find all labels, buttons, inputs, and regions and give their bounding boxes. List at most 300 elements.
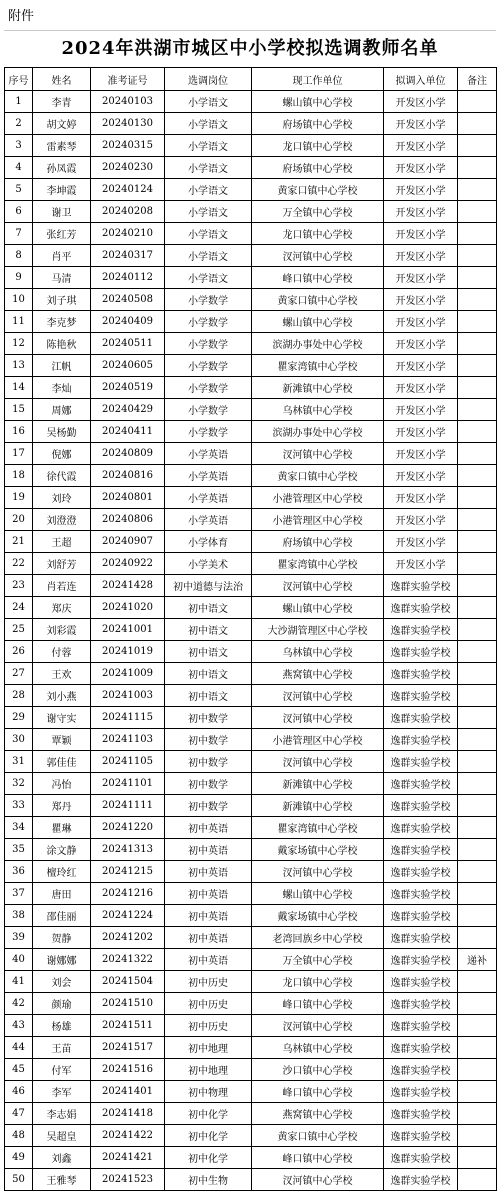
cell-target-unit: 逸群实验学校 [384, 839, 458, 861]
cell-exam-id: 20241322 [91, 949, 165, 971]
header-position: 选调岗位 [165, 68, 252, 91]
table-row [5, 531, 497, 553]
cell-index: 19 [5, 487, 33, 509]
cell-target-unit: 逸群实验学校 [384, 927, 458, 949]
cell-index: 15 [5, 399, 33, 421]
cell-position: 初中英语 [165, 927, 252, 949]
cell-position: 小学英语 [165, 465, 252, 487]
cell-name: 肖若连 [33, 575, 91, 597]
cell-index: 6 [5, 201, 33, 223]
table-row [5, 971, 497, 993]
cell-remark [458, 619, 497, 641]
cell-index: 17 [5, 443, 33, 465]
cell-exam-id: 20241115 [91, 707, 165, 729]
cell-position: 小学数学 [165, 377, 252, 399]
cell-name: 王雅琴 [33, 1169, 91, 1191]
cell-index: 44 [5, 1037, 33, 1059]
table-row [5, 685, 497, 707]
cell-exam-id: 20241401 [91, 1081, 165, 1103]
table-row [5, 1103, 497, 1125]
cell-remark [458, 113, 497, 135]
cell-position: 小学数学 [165, 355, 252, 377]
cell-exam-id: 20240605 [91, 355, 165, 377]
cell-position: 小学英语 [165, 487, 252, 509]
cell-index: 18 [5, 465, 33, 487]
cell-target-unit: 逸群实验学校 [384, 861, 458, 883]
cell-index: 16 [5, 421, 33, 443]
cell-remark [458, 311, 497, 333]
table-row [5, 773, 497, 795]
cell-exam-id: 20241517 [91, 1037, 165, 1059]
table-row [5, 1169, 497, 1191]
cell-target-unit: 逸群实验学校 [384, 795, 458, 817]
cell-current-unit: 汊河镇中心学校 [252, 1169, 384, 1191]
cell-remark [458, 993, 497, 1015]
cell-exam-id: 20240429 [91, 399, 165, 421]
cell-remark [458, 1169, 497, 1191]
cell-name: 颜瑜 [33, 993, 91, 1015]
cell-target-unit: 开发区小学 [384, 421, 458, 443]
cell-current-unit: 乌林镇中心学校 [252, 399, 384, 421]
cell-current-unit: 黄家口镇中心学校 [252, 289, 384, 311]
table-row [5, 993, 497, 1015]
cell-index: 37 [5, 883, 33, 905]
cell-index: 34 [5, 817, 33, 839]
cell-remark [458, 1125, 497, 1147]
cell-position: 小学语文 [165, 267, 252, 289]
cell-remark [458, 707, 497, 729]
cell-position: 小学语文 [165, 157, 252, 179]
table-row [5, 179, 497, 201]
cell-remark [458, 1037, 497, 1059]
cell-index: 25 [5, 619, 33, 641]
cell-position: 小学语文 [165, 223, 252, 245]
cell-target-unit: 逸群实验学校 [384, 663, 458, 685]
cell-name: 李坤霞 [33, 179, 91, 201]
cell-remark [458, 91, 497, 113]
cell-target-unit: 开发区小学 [384, 91, 458, 113]
cell-position: 小学体育 [165, 531, 252, 553]
cell-target-unit: 开发区小学 [384, 333, 458, 355]
header-index: 序号 [5, 68, 33, 91]
cell-current-unit: 黄家口镇中心学校 [252, 1125, 384, 1147]
cell-name: 冯怡 [33, 773, 91, 795]
table-row [5, 289, 497, 311]
cell-target-unit: 开发区小学 [384, 289, 458, 311]
cell-position: 初中数学 [165, 707, 252, 729]
table-row [5, 267, 497, 289]
cell-exam-id: 20240315 [91, 135, 165, 157]
cell-current-unit: 汊河镇中心学校 [252, 685, 384, 707]
cell-name: 贺静 [33, 927, 91, 949]
cell-exam-id: 20241215 [91, 861, 165, 883]
table-row [5, 311, 497, 333]
cell-exam-id: 20241003 [91, 685, 165, 707]
cell-target-unit: 逸群实验学校 [384, 751, 458, 773]
cell-exam-id: 20241111 [91, 795, 165, 817]
cell-remark [458, 201, 497, 223]
cell-index: 9 [5, 267, 33, 289]
cell-target-unit: 开发区小学 [384, 157, 458, 179]
cell-position: 初中地理 [165, 1059, 252, 1081]
cell-exam-id: 20241428 [91, 575, 165, 597]
cell-target-unit: 逸群实验学校 [384, 993, 458, 1015]
table-row [5, 1147, 497, 1169]
cell-remark [458, 729, 497, 751]
table-row [5, 729, 497, 751]
cell-current-unit: 汊河镇中心学校 [252, 707, 384, 729]
cell-current-unit: 小港管理区中心学校 [252, 729, 384, 751]
header-remark: 备注 [458, 68, 497, 91]
cell-current-unit: 滨湖办事处中心学校 [252, 333, 384, 355]
cell-current-unit: 峰口镇中心学校 [252, 267, 384, 289]
cell-position: 初中地理 [165, 1037, 252, 1059]
cell-remark [458, 421, 497, 443]
cell-exam-id: 20241103 [91, 729, 165, 751]
cell-current-unit: 峰口镇中心学校 [252, 1081, 384, 1103]
cell-exam-id: 20241418 [91, 1103, 165, 1125]
cell-index: 50 [5, 1169, 33, 1191]
cell-target-unit: 逸群实验学校 [384, 641, 458, 663]
cell-position: 初中历史 [165, 1015, 252, 1037]
cell-index: 3 [5, 135, 33, 157]
cell-current-unit: 新滩镇中心学校 [252, 773, 384, 795]
cell-remark [458, 795, 497, 817]
cell-exam-id: 20240317 [91, 245, 165, 267]
cell-position: 小学英语 [165, 509, 252, 531]
cell-exam-id: 20241019 [91, 641, 165, 663]
cell-exam-id: 20240411 [91, 421, 165, 443]
cell-remark [458, 905, 497, 927]
cell-target-unit: 逸群实验学校 [384, 1015, 458, 1037]
cell-current-unit: 滨湖办事处中心学校 [252, 421, 384, 443]
cell-current-unit: 螺山镇中心学校 [252, 597, 384, 619]
cell-current-unit: 老湾回族乡中心学校 [252, 927, 384, 949]
teacher-list-table [4, 67, 497, 1191]
table-row [5, 1015, 497, 1037]
cell-exam-id: 20241202 [91, 927, 165, 949]
cell-target-unit: 逸群实验学校 [384, 685, 458, 707]
cell-target-unit: 开发区小学 [384, 201, 458, 223]
cell-remark [458, 399, 497, 421]
cell-remark [458, 509, 497, 531]
cell-remark [458, 1103, 497, 1125]
cell-exam-id: 20240103 [91, 91, 165, 113]
cell-index: 1 [5, 91, 33, 113]
cell-position: 初中英语 [165, 905, 252, 927]
cell-current-unit: 汊河镇中心学校 [252, 245, 384, 267]
table-row [5, 641, 497, 663]
attachment-label: 附件 [4, 4, 496, 31]
cell-remark [458, 1059, 497, 1081]
cell-name: 涂文静 [33, 839, 91, 861]
cell-index: 36 [5, 861, 33, 883]
header-exam-id: 准考证号 [91, 68, 165, 91]
cell-remark [458, 971, 497, 993]
cell-target-unit: 逸群实验学校 [384, 575, 458, 597]
cell-position: 小学语文 [165, 113, 252, 135]
table-row [5, 883, 497, 905]
cell-position: 初中生物 [165, 1169, 252, 1191]
cell-name: 徐代霞 [33, 465, 91, 487]
cell-name: 刘鑫 [33, 1147, 91, 1169]
cell-current-unit: 府场镇中心学校 [252, 157, 384, 179]
header-current-unit: 现工作单位 [252, 68, 384, 91]
cell-remark [458, 245, 497, 267]
cell-target-unit: 开发区小学 [384, 245, 458, 267]
cell-current-unit: 峰口镇中心学校 [252, 1147, 384, 1169]
cell-name: 谢守实 [33, 707, 91, 729]
cell-index: 33 [5, 795, 33, 817]
cell-position: 小学数学 [165, 311, 252, 333]
cell-current-unit: 万全镇中心学校 [252, 201, 384, 223]
table-row [5, 663, 497, 685]
cell-remark [458, 355, 497, 377]
table-row [5, 839, 497, 861]
cell-name: 刘舒芳 [33, 553, 91, 575]
cell-current-unit: 汊河镇中心学校 [252, 1015, 384, 1037]
cell-name: 覃颖 [33, 729, 91, 751]
cell-name: 肖平 [33, 245, 91, 267]
cell-name: 张红芳 [33, 223, 91, 245]
cell-target-unit: 逸群实验学校 [384, 817, 458, 839]
cell-name: 檀玲红 [33, 861, 91, 883]
cell-remark [458, 751, 497, 773]
cell-position: 初中英语 [165, 883, 252, 905]
cell-index: 20 [5, 509, 33, 531]
cell-name: 陈艳秋 [33, 333, 91, 355]
cell-current-unit: 新滩镇中心学校 [252, 377, 384, 399]
cell-index: 10 [5, 289, 33, 311]
cell-index: 39 [5, 927, 33, 949]
cell-index: 41 [5, 971, 33, 993]
cell-exam-id: 20240809 [91, 443, 165, 465]
cell-remark [458, 179, 497, 201]
cell-index: 21 [5, 531, 33, 553]
cell-target-unit: 逸群实验学校 [384, 773, 458, 795]
cell-index: 27 [5, 663, 33, 685]
table-row [5, 707, 497, 729]
cell-remark [458, 487, 497, 509]
cell-name: 瞿琳 [33, 817, 91, 839]
cell-target-unit: 开发区小学 [384, 267, 458, 289]
cell-remark [458, 1081, 497, 1103]
cell-remark [458, 377, 497, 399]
cell-remark [458, 597, 497, 619]
cell-remark [458, 817, 497, 839]
cell-index: 48 [5, 1125, 33, 1147]
cell-index: 45 [5, 1059, 33, 1081]
cell-position: 初中数学 [165, 773, 252, 795]
cell-remark [458, 443, 497, 465]
cell-exam-id: 20240130 [91, 113, 165, 135]
cell-target-unit: 开发区小学 [384, 487, 458, 509]
cell-position: 初中英语 [165, 839, 252, 861]
cell-name: 李灿 [33, 377, 91, 399]
cell-exam-id: 20241020 [91, 597, 165, 619]
cell-exam-id: 20241224 [91, 905, 165, 927]
cell-current-unit: 燕窝镇中心学校 [252, 663, 384, 685]
cell-position: 小学数学 [165, 289, 252, 311]
table-row [5, 91, 497, 113]
cell-name: 谢卫 [33, 201, 91, 223]
cell-name: 刘玲 [33, 487, 91, 509]
cell-current-unit: 万全镇中心学校 [252, 949, 384, 971]
cell-position: 初中语文 [165, 663, 252, 685]
cell-exam-id: 20240922 [91, 553, 165, 575]
cell-name: 雷素琴 [33, 135, 91, 157]
cell-current-unit: 燕窝镇中心学校 [252, 1103, 384, 1125]
cell-name: 倪娜 [33, 443, 91, 465]
cell-index: 8 [5, 245, 33, 267]
table-row [5, 927, 497, 949]
cell-exam-id: 20240124 [91, 179, 165, 201]
cell-index: 29 [5, 707, 33, 729]
table-row [5, 157, 497, 179]
cell-target-unit: 逸群实验学校 [384, 729, 458, 751]
table-row [5, 135, 497, 157]
cell-exam-id: 20241422 [91, 1125, 165, 1147]
table-row [5, 861, 497, 883]
cell-exam-id: 20241421 [91, 1147, 165, 1169]
cell-target-unit: 逸群实验学校 [384, 1169, 458, 1191]
cell-current-unit: 龙口镇中心学校 [252, 223, 384, 245]
cell-position: 初中英语 [165, 817, 252, 839]
cell-index: 32 [5, 773, 33, 795]
cell-exam-id: 20241516 [91, 1059, 165, 1081]
cell-current-unit: 螺山镇中心学校 [252, 311, 384, 333]
table-row [5, 795, 497, 817]
cell-target-unit: 逸群实验学校 [384, 619, 458, 641]
table-row [5, 1059, 497, 1081]
cell-position: 小学美术 [165, 553, 252, 575]
cell-remark [458, 465, 497, 487]
cell-name: 王苗 [33, 1037, 91, 1059]
cell-target-unit: 开发区小学 [384, 355, 458, 377]
cell-target-unit: 开发区小学 [384, 311, 458, 333]
cell-remark [458, 531, 497, 553]
cell-name: 付蓉 [33, 641, 91, 663]
cell-position: 初中英语 [165, 861, 252, 883]
cell-name: 郑丹 [33, 795, 91, 817]
table-row [5, 465, 497, 487]
cell-index: 28 [5, 685, 33, 707]
table-row [5, 421, 497, 443]
table-row [5, 1037, 497, 1059]
cell-current-unit: 戴家场镇中心学校 [252, 839, 384, 861]
cell-target-unit: 开发区小学 [384, 113, 458, 135]
cell-current-unit: 瞿家湾镇中心学校 [252, 355, 384, 377]
cell-current-unit: 小港管理区中心学校 [252, 487, 384, 509]
cell-remark [458, 641, 497, 663]
cell-name: 刘彩霞 [33, 619, 91, 641]
table-row [5, 113, 497, 135]
cell-remark [458, 223, 497, 245]
cell-target-unit: 开发区小学 [384, 179, 458, 201]
cell-target-unit: 逸群实验学校 [384, 1125, 458, 1147]
cell-exam-id: 20241510 [91, 993, 165, 1015]
cell-remark [458, 883, 497, 905]
cell-target-unit: 开发区小学 [384, 465, 458, 487]
cell-current-unit: 新滩镇中心学校 [252, 795, 384, 817]
cell-exam-id: 20240112 [91, 267, 165, 289]
cell-current-unit: 瞿家湾镇中心学校 [252, 553, 384, 575]
cell-remark [458, 267, 497, 289]
table-header-row [5, 68, 497, 91]
cell-position: 初中历史 [165, 993, 252, 1015]
table-row [5, 487, 497, 509]
table-row [5, 443, 497, 465]
cell-target-unit: 逸群实验学校 [384, 949, 458, 971]
cell-name: 唐田 [33, 883, 91, 905]
cell-index: 35 [5, 839, 33, 861]
cell-position: 初中数学 [165, 751, 252, 773]
cell-index: 42 [5, 993, 33, 1015]
cell-exam-id: 20240907 [91, 531, 165, 553]
cell-index: 46 [5, 1081, 33, 1103]
table-row [5, 333, 497, 355]
cell-remark [458, 135, 497, 157]
table-row [5, 377, 497, 399]
cell-name: 王超 [33, 531, 91, 553]
table-row [5, 597, 497, 619]
cell-current-unit: 黄家口镇中心学校 [252, 465, 384, 487]
cell-current-unit: 螺山镇中心学校 [252, 91, 384, 113]
cell-index: 5 [5, 179, 33, 201]
cell-index: 26 [5, 641, 33, 663]
cell-current-unit: 汊河镇中心学校 [252, 751, 384, 773]
cell-exam-id: 20241220 [91, 817, 165, 839]
cell-name: 郭佳佳 [33, 751, 91, 773]
cell-index: 2 [5, 113, 33, 135]
cell-remark [458, 575, 497, 597]
cell-exam-id: 20240208 [91, 201, 165, 223]
cell-remark [458, 663, 497, 685]
cell-name: 谢娜娜 [33, 949, 91, 971]
table-row [5, 355, 497, 377]
cell-index: 7 [5, 223, 33, 245]
table-row [5, 619, 497, 641]
cell-position: 初中英语 [165, 949, 252, 971]
cell-name: 刘澄澄 [33, 509, 91, 531]
cell-remark [458, 333, 497, 355]
cell-target-unit: 开发区小学 [384, 443, 458, 465]
cell-index: 43 [5, 1015, 33, 1037]
cell-index: 22 [5, 553, 33, 575]
cell-current-unit: 瞿家湾镇中心学校 [252, 817, 384, 839]
cell-target-unit: 开发区小学 [384, 399, 458, 421]
cell-target-unit: 逸群实验学校 [384, 707, 458, 729]
header-target-unit: 拟调入单位 [384, 68, 458, 91]
cell-name: 周娜 [33, 399, 91, 421]
cell-exam-id: 20240816 [91, 465, 165, 487]
cell-name: 付军 [33, 1059, 91, 1081]
cell-name: 王欢 [33, 663, 91, 685]
cell-exam-id: 20240508 [91, 289, 165, 311]
table-row [5, 553, 497, 575]
cell-current-unit: 峰口镇中心学校 [252, 993, 384, 1015]
cell-index: 24 [5, 597, 33, 619]
cell-name: 吴杨勤 [33, 421, 91, 443]
cell-position: 初中道德与法治 [165, 575, 252, 597]
cell-exam-id: 20241009 [91, 663, 165, 685]
table-row [5, 201, 497, 223]
table-row [5, 1125, 497, 1147]
cell-remark [458, 927, 497, 949]
cell-current-unit: 螺山镇中心学校 [252, 883, 384, 905]
cell-name: 李志娟 [33, 1103, 91, 1125]
cell-current-unit: 乌林镇中心学校 [252, 641, 384, 663]
